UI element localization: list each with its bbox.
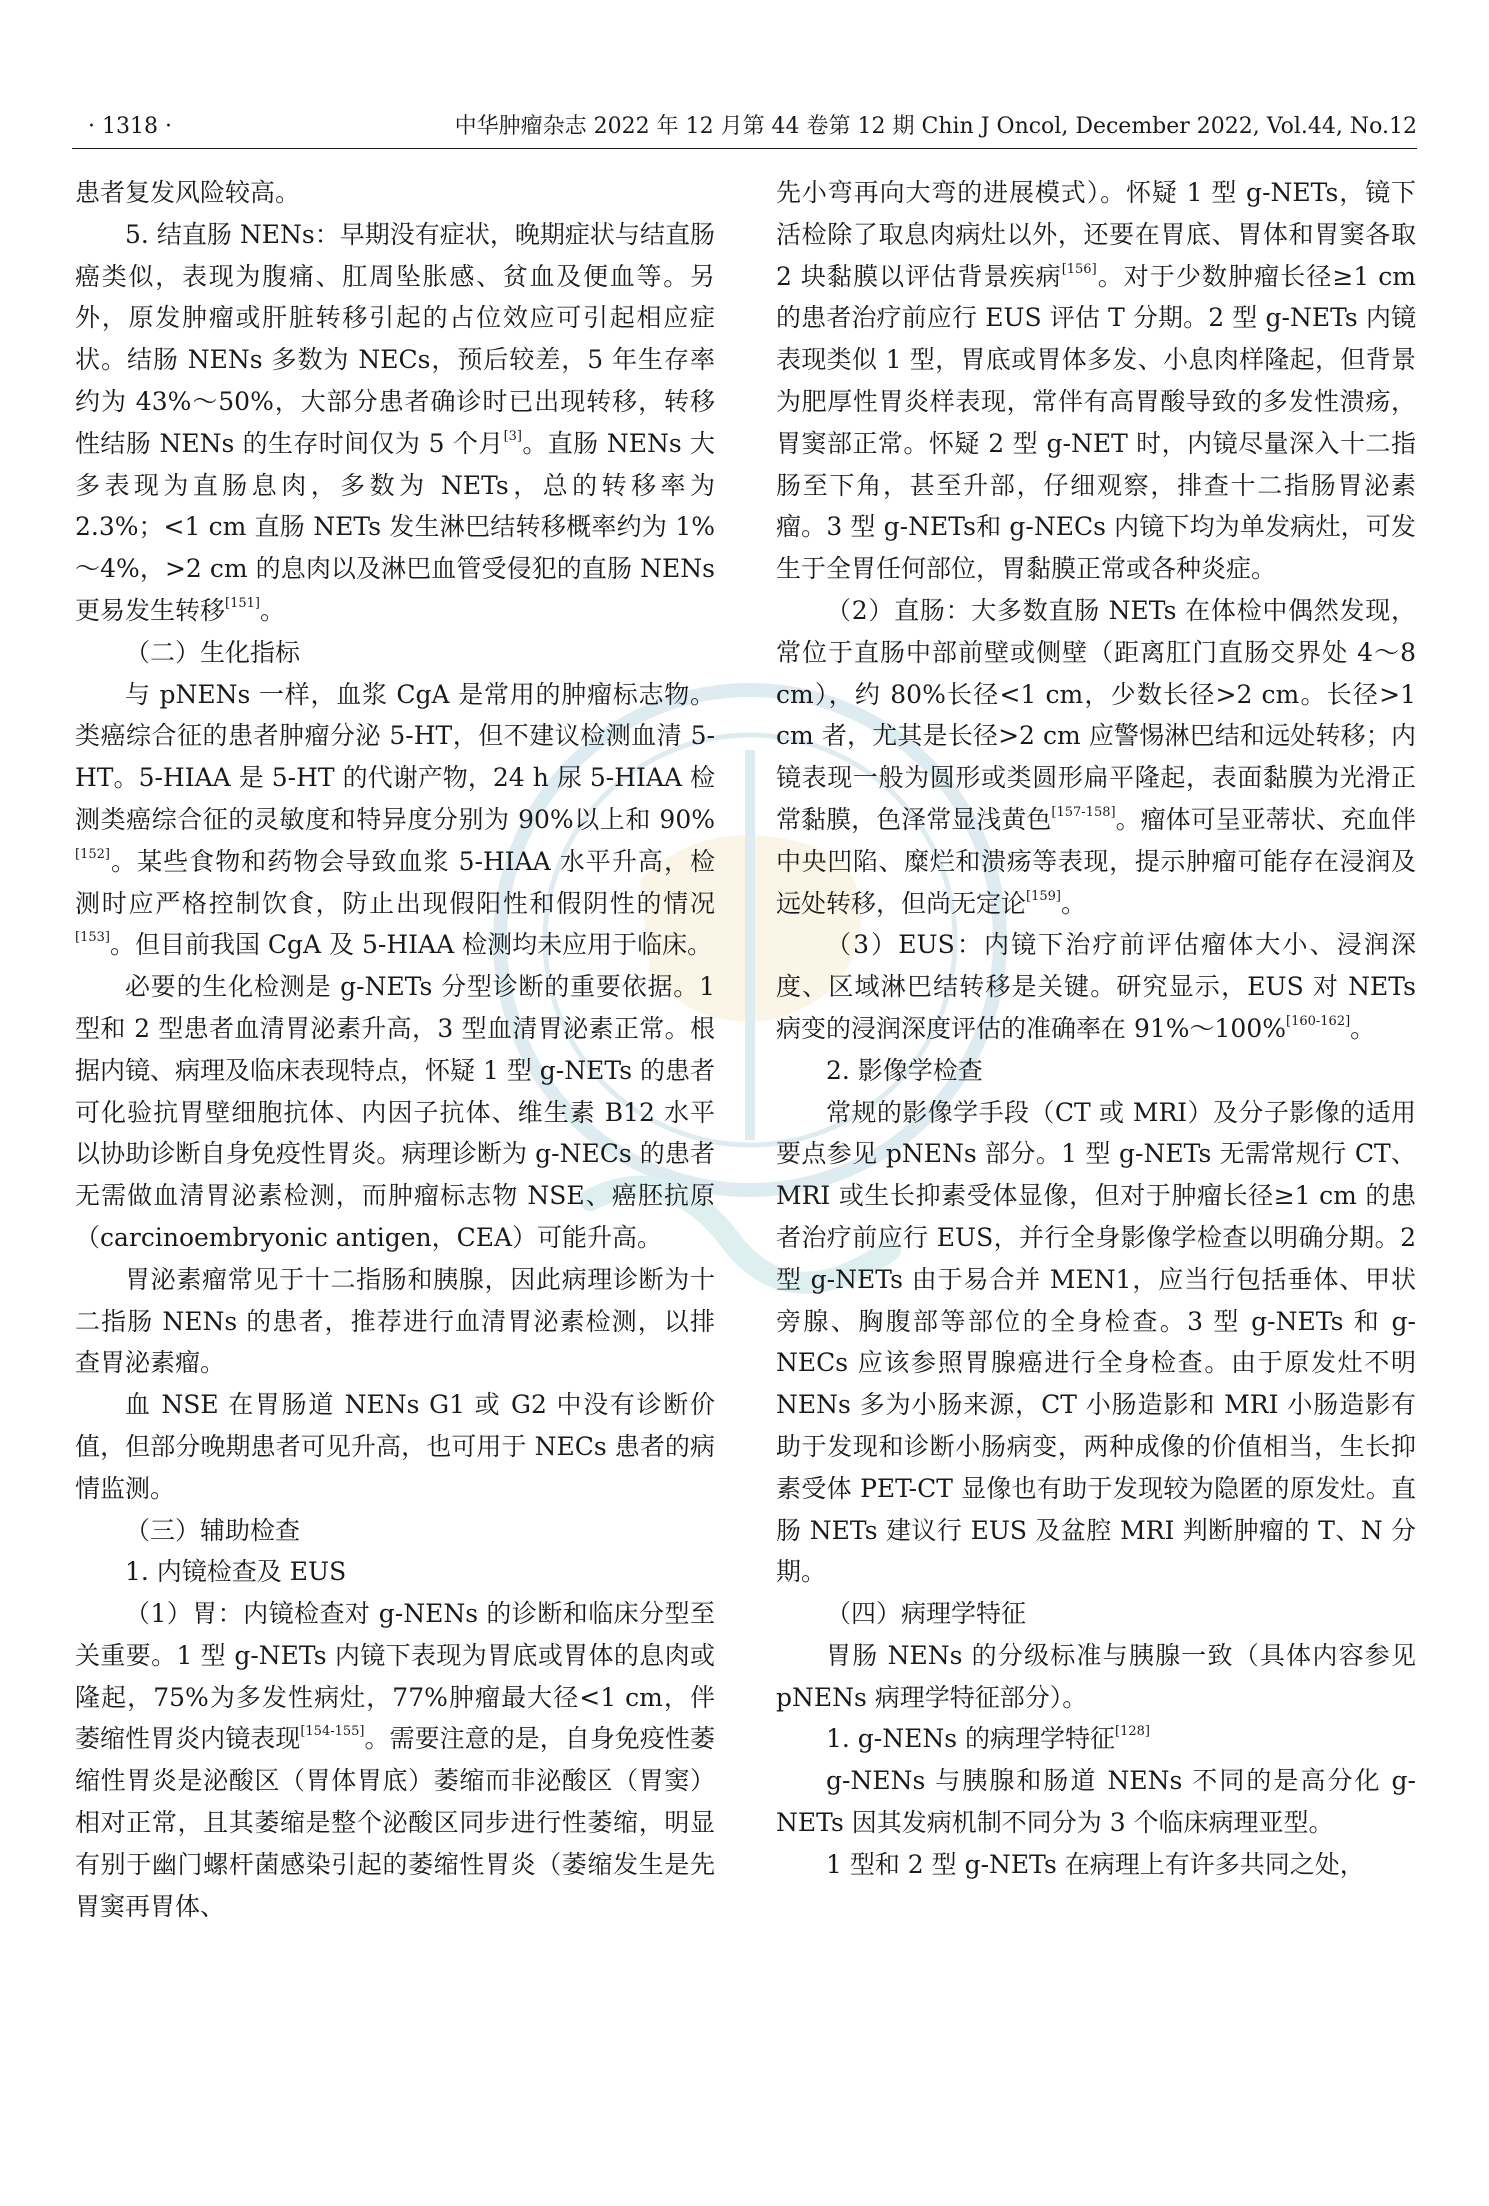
subsection-heading: 2. 影像学检查 xyxy=(826,1055,983,1085)
paragraph: 与 pNENs 一样，血浆 CgA 是常用的肿瘤标志物。类癌综合征的患者肿瘤分泌 5-HT，但不建议检测血清 5-HT。5-HIAA 是 5-HT 的代谢产物，24 h 尿 5-HIAA 检测类癌综合征的灵敏度和特异度分别为 90%以上和 90%[152]。某些食物和药物会导致血浆 5-HIAA 水平升高，检测时应严格控制饮食，防止出现假阳性和假阴性的情况[153]。但目前我国 CgA 及 5-HIAA 检测均未应用于临床。 xyxy=(75,679,715,960)
subsection-heading: 1. g-NENs 的病理学特征[128] xyxy=(826,1724,1150,1754)
paragraph: 胃泌素瘤常见于十二指肠和胰腺，因此病理诊断为十二指肠 NENs 的患者，推荐进行血清胃泌素检测，以排查胃泌素瘤。 xyxy=(75,1264,715,1378)
paragraph: 1 型和 2 型 g-NETs 在病理上有许多共同之处， xyxy=(826,1849,1365,1879)
citation: [160-162] xyxy=(1286,1013,1351,1029)
citation: [152] xyxy=(75,846,110,862)
right-column xyxy=(776,172,1416,1886)
paragraph: 常规的影像学手段（CT 或 MRI）及分子影像的适用要点参见 pNENs 部分。1 型 g-NETs 无需常规行 CT、MRI 或生长抑素受体显像，但对于肿瘤长径≥1 cm 的患者治疗前应行 EUS，并行全身影像学检查以明确分期。2 型 g-NETs 由于易合并 MEN1，应当行包括垂体、甲状旁腺、胸腹部等部位的全身检查。3 型 g-NETs 和 g-NECs 应该参照胃腺癌进行全身检查。由于原发灶不明 NENs 多为小肠来源，CT 小肠造影和 MRI 小肠造影有助于发现和诊断小肠病变，两种成像的价值相当，生长抑素受体 PET-CT 显像也有助于发现较为隐匿的原发灶。直肠 NETs 建议行 EUS 及盆腔 MRI 判断肿瘤的 T、N 分期。 xyxy=(776,1097,1416,1587)
paragraph: （3）EUS：内镜下治疗前评估瘤体大小、浸润深度、区域淋巴结转移是关键。研究显示，EUS 对 NETs 病变的浸润深度评估的准确率在 91%～100%[160-162]。 xyxy=(776,930,1416,1043)
citation: [156] xyxy=(1061,261,1097,277)
journal-citation: 中华肿瘤杂志 2022 年 12 月第 44 卷第 12 期 Chin J Oncol, December 2022, Vol.44, No.12 xyxy=(454,114,1417,139)
paragraph: 患者复发风险较高。 xyxy=(75,178,301,207)
section-heading: （四）病理学特征 xyxy=(826,1599,1027,1629)
paragraph: 血 NSE 在胃肠道 NENs G1 或 G2 中没有诊断价值，但部分晚期患者可见升高，也可用于 NECs 患者的病情监测。 xyxy=(75,1390,715,1503)
citation: [159] xyxy=(1026,888,1061,904)
section-heading: （三）辅助检查 xyxy=(125,1515,301,1545)
citation: [157-158] xyxy=(1051,804,1116,820)
paragraph: 胃肠 NENs 的分级标准与胰腺一致（具体内容参见 pNENs 病理学特征部分）。 xyxy=(776,1640,1416,1712)
page-number: · 1318 · xyxy=(88,114,172,139)
section-heading: （二）生化指标 xyxy=(125,637,301,667)
citation: [128] xyxy=(1115,1724,1150,1740)
paragraph: g-NENs 与胰腺和肠道 NENs 不同的是高分化 g-NETs 因其发病机制不同分为 3 个临床病理亚型。 xyxy=(776,1766,1416,1838)
paragraph: （1）胃：内镜检查对 g-NENs 的诊断和临床分型至关重要。1 型 g-NETs 内镜下表现为胃底或胃体的息肉或隆起，75%为多发性病灶，77%肿瘤最大径<1 cm，伴萎缩性胃炎内镜表现[154-155]。需要注意的是，自身免疫性萎缩性胃炎是泌酸区（胃体胃底）萎缩而非泌酸区（胃窦）相对正常，且其萎缩是整个泌酸区同步进行性萎缩，明显有别于幽门螺杆菌感染引起的萎缩性胃炎（萎缩发生是先胃窦再胃体、 xyxy=(75,1599,715,1921)
citation: [154-155] xyxy=(300,1724,365,1740)
paragraph: （2）直肠：大多数直肠 NETs 在体检中偶然发现，常位于直肠中部前壁或侧壁（距离肛门直肠交界处 4～8 cm），约 80%长径<1 cm，少数长径>2 cm。长径>1 cm 者，尤其是长径>2 cm 应警惕淋巴结和远处转移；内镜表现一般为圆形或类圆形扁平隆起，表面黏膜为光滑正常黏膜，色泽常显浅黄色[157-158]。瘤体可呈亚蒂状、充血伴中央凹陷、糜烂和溃疡等表现，提示肿瘤可能存在浸润及远处转移，但尚无定论[159]。 xyxy=(776,595,1416,918)
left-column xyxy=(75,172,715,1927)
paragraph: 先小弯再向大弯的进展模式）。怀疑 1 型 g-NETs，镜下活检除了取息肉病灶以外，还要在胃底、胃体和胃窦各取 2 块黏膜以评估背景疾病[156]。对于少数肿瘤长径≥1 cm 的患者治疗前应行 EUS 评估 T 分期。2 型 g-NETs 内镜表现类似 1 型，胃底或胃体多发、小息肉样隆起，但背景为肥厚性胃炎样表现，常伴有高胃酸导致的多发性溃疡，胃窦部正常。怀疑 2 型 g-NET 时，内镜尽量深入十二指肠至下角，甚至升部，仔细观察，排查十二指肠胃泌素瘤。3 型 g-NETs和 g-NECs 内镜下均为单发病灶，可发生于全胃任何部位，胃黏膜正常或各种炎症。 xyxy=(776,178,1416,584)
subsection-heading: 1. 内镜检查及 EUS xyxy=(125,1557,347,1587)
running-header xyxy=(72,112,1417,146)
citation: [151] xyxy=(225,595,260,611)
paragraph: 5. 结直肠 NENs：早期没有症状，晚期症状与结直肠癌类似，表现为腹痛、肛周坠胀感、贫血及便血等。另外，原发肿瘤或肝脏转移引起的占位效应可引起相应症状。结肠 NENs 多数为 NECs，预后较差，5 年生存率约为 43%～50%，大部分患者确诊时已出现转移，转移性结肠 NENs 的生存时间仅为 5 个月[3]。直肠 NENs 大多表现为直肠息肉，多数为 NETs，总的转移率为 2.3%；<1 cm 直肠 NETs 发生淋巴结转移概率约为 1%～4%，>2 cm 的息肉以及淋巴血管受侵犯的直肠 NENs 更易发生转移[151]。 xyxy=(75,219,715,625)
citation: [153] xyxy=(75,930,110,946)
header-rule xyxy=(72,148,1417,149)
citation: [3] xyxy=(503,428,522,444)
paragraph: 必要的生化检测是 g-NETs 分型诊断的重要依据。1 型和 2 型患者血清胃泌素升高，3 型血清胃泌素正常。根据内镜、病理及临床表现特点，怀疑 1 型 g-NETs 的患者可化验抗胃壁细胞抗体、内因子抗体、维生素 B12 水平以协助诊断自身免疫性胃炎。病理诊断为 g-NECs 的患者无需做血清胃泌素检测，而肿瘤标志物 NSE、癌胚抗原（carcinoembryonic antigen，CEA）可能升高。 xyxy=(75,972,715,1252)
